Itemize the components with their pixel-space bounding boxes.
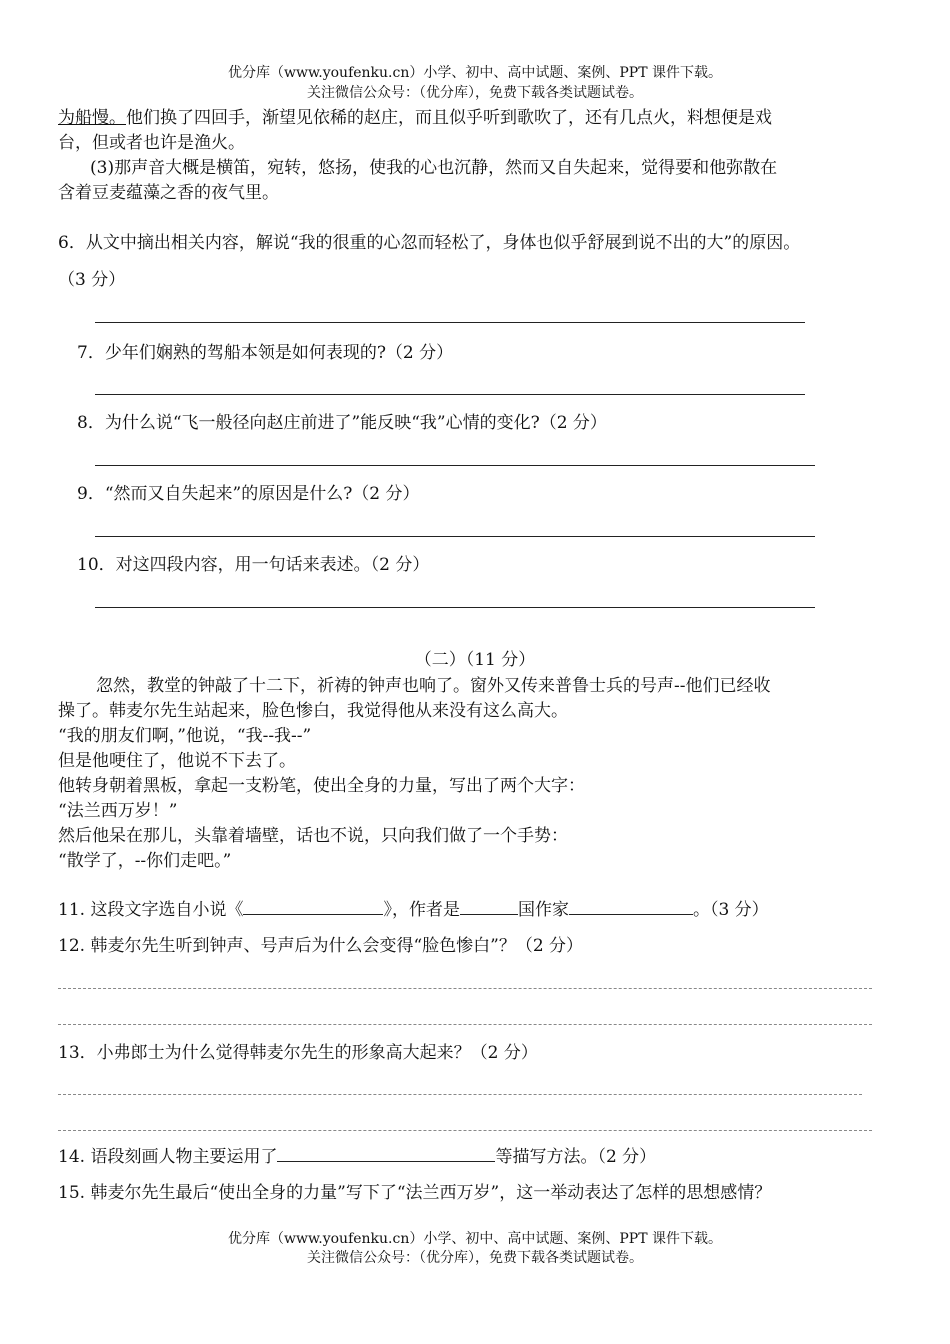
section2-line-4: 但是他哽住了，他说不下去了。 [58,751,296,771]
answer-line-7[interactable] [95,394,805,395]
question-15: 15. 韩麦尔先生最后“使出全身的力量”写下了“法兰西万岁”，这一举动表达了怎样的思想感情？ [58,1183,772,1203]
answer-line-6[interactable] [95,322,805,323]
passage1-line-4: 含着豆麦蕴藻之香的夜气里。 [58,183,279,203]
question-13: 13．小弗郎士为什么觉得韩麦尔先生的形象高大起来？（2 分） [58,1043,538,1063]
question-10: 10．对这四段内容，用一句话来表述。（2 分） [77,555,430,575]
section2-paragraph-line-1: 忽然，教堂的钟敲了十二下，祈祷的钟声也响了。窗外又传来普鲁士兵的号声--他们已经收 [96,676,771,696]
question-8: 8．为什么说“飞一般径向赵庄前进了”能反映“我”心情的变化?（2 分） [77,413,607,433]
blank-novel-title[interactable] [243,898,383,915]
question-12: 12. 韩麦尔先生听到钟声、号声后为什么会变得“脸色惨白”？（2 分） [58,936,584,956]
section2-line-8: “散学了，--你们走吧。” [58,851,232,871]
question-6-points: （3 分） [58,270,126,290]
answer-line-13b[interactable] [58,1130,872,1131]
section2-line-5: 他转身朝着黑板，拿起一支粉笔，使出全身的力量，写出了两个大字： [58,776,585,796]
answer-line-13a[interactable] [58,1094,862,1095]
page-footer-line-2: 关注微信公众号：（优分库），免费下载各类试题试卷。 [307,1250,643,1266]
passage1-line-2: 台，但或者也许是渔火。 [58,133,245,153]
question-14: 14. 语段刻画人物主要运用了 等描写方法。（2 分） [58,1147,657,1167]
answer-line-8[interactable] [95,465,815,466]
question-11: 11. 这段文字选自小说《 》，作者是 国作家 。（3 分） [58,900,769,920]
section2-line-6: “法兰西万岁！” [58,801,178,821]
answer-line-10[interactable] [95,607,815,608]
blank-author[interactable] [569,898,693,915]
section2-line-7: 然后他呆在那儿，头靠着墙壁，话也不说，只向我们做了一个手势： [58,826,568,846]
page-header-line-2: 关注微信公众号：（优分库），免费下载各类试题试卷。 [307,85,643,101]
section2-line-3: “我的朋友们啊，”他说，“我--我--” [58,726,312,746]
answer-line-12b[interactable] [58,1024,872,1025]
question-6: 6．从文中摘出相关内容，解说“我的很重的心忽而轻松了，身体也似乎舒展到说不出的大”的原因。 [58,233,801,253]
blank-description-methods[interactable] [277,1145,495,1162]
section2-paragraph-line-2: 操了。韩麦尔先生站起来，脸色惨白，我觉得他从来没有这么高大。 [58,701,568,721]
question-7: 7．少年们娴熟的驾船本领是如何表现的?（2 分） [77,343,454,363]
section2-title: （二）（11 分） [414,650,536,670]
answer-line-12a[interactable] [58,988,872,989]
blank-country[interactable] [460,898,518,915]
passage1-underlined: 为船慢。 [58,108,126,128]
page-header-line-1: 优分库（www.youfenku.cn）小学、初中、高中试题、案例、PPT 课件下载。 [227,65,722,81]
passage1-line-3: (3)那声音大概是横笛，宛转，悠扬，使我的心也沉静，然而又自失起来，觉得要和他弥散在 [90,158,778,178]
passage1-line-1: 为船慢。他们换了四回手，渐望见依稀的赵庄，而且似乎听到歌吹了，还有几点火，料想便是戏 [58,108,772,128]
page-footer-line-1: 优分库（www.youfenku.cn）小学、初中、高中试题、案例、PPT 课件下载。 [227,1231,722,1247]
answer-line-9[interactable] [95,536,815,537]
question-9: 9．“然而又自失起来”的原因是什么?（2 分） [77,484,420,504]
